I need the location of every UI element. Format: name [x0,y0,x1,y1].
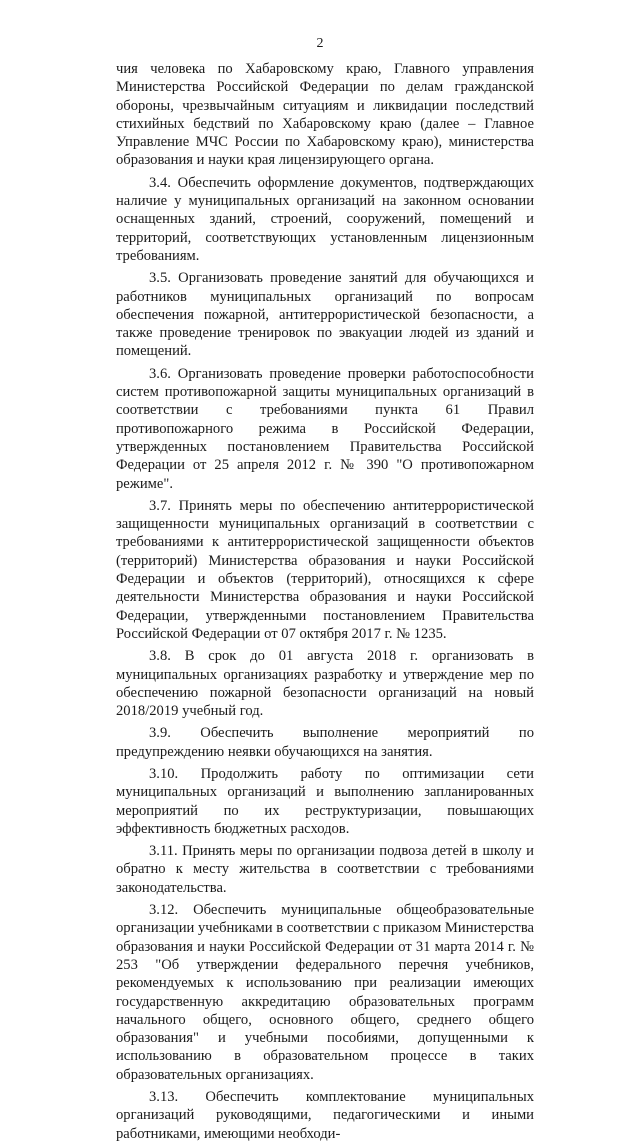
paragraph-3-13: 3.13. Обеспечить комплектование муниципальных организаций руководящими, педагогическими и иными работниками, имеющими необходи- [116,1089,534,1142]
paragraph-3-12: 3.12. Обеспечить муниципальные общеобразовательные организации учебниками в соответствии с приказом Министерства образования и науки Российской Федерации от 31 марта 2014 г. № 253 "Об утверждении федерального перечня учебников, рекомендуемых к использованию при реализации имеющих государственную аккредитацию образовательных программ начального общего, основного общего, среднего общего образования" и учебными пособиями, допущенными к использованию в образовательном процессе в таких образовательных организациях. [116,902,534,1083]
paragraph-3-11: 3.11. Принять меры по организации подвоза детей в школу и обратно к месту жительства в соответствии с требованиями законодательства. [116,843,534,896]
paragraph-3-5: 3.5. Организовать проведение занятий для обучающихся и работников муниципальных организаций по вопросам обеспечения пожарной, антитеррористической безопасности, а также проведение тренировок по эвакуации людей из зданий и помещений. [116,270,534,360]
paragraph-continuation: чия человека по Хабаровскому краю, Главного управления Министерства Российской Федерации по делам гражданской обороны, чрезвычайным ситуациям и ликвидации последствий стихийных бедствий по Хабаровскому краю (далее – Главное Управление МЧС России по Хабаровскому краю), министерства образования и науки края лицензирующего органа. [116,61,534,169]
page-number: 2 [316,36,324,51]
paragraph-3-10: 3.10. Продолжить работу по оптимизации сети муниципальных организаций и выполнению запланированных мероприятий по их реструктуризации, повышающих эффективность бюджетных расходов. [116,765,534,837]
paragraph-3-7: 3.7. Принять меры по обеспечению антитеррористической защищенности муниципальных организаций в соответствии с требованиями к антитеррористической защищенности объектов (территорий) Министерства образования и науки Российской Федерации и объектов (территорий), относящихся к сфере деятельности Министерства образования и науки Российской Федерации, утвержденными постановлением Правительства Российской Федерации от 07 октября 2017 г. № 1235. [116,497,534,642]
document-body [116,60,534,1147]
paragraph-3-6: 3.6. Организовать проведение проверки работоспособности систем противопожарной защиты муниципальных организаций в соответствии с требованиями пункта 61 Правил противопожарного режима в Российской Федерации, утвержденных постановлением Правительства Российской Федерации от 25 апреля 2012 г. № 390 "О противопожарном режиме". [116,365,534,492]
paragraph-3-8: 3.8. В срок до 01 августа 2018 г. организовать в муниципальных организациях разработку и утверждение мер по обеспечению пожарной безопасности организаций на новый 2018/2019 учебный год. [116,648,534,720]
paragraph-3-4: 3.4. Обеспечить оформление документов, подтверждающих наличие у муниципальных организаций на законном основании оснащенных зданий, строений, сооружений, помещений и территорий, соответствующих установленным лицензионным требованиям. [116,174,534,264]
paragraph-3-9: 3.9. Обеспечить выполнение мероприятий по предупреждению неявки обучающихся на занятия. [116,725,534,760]
